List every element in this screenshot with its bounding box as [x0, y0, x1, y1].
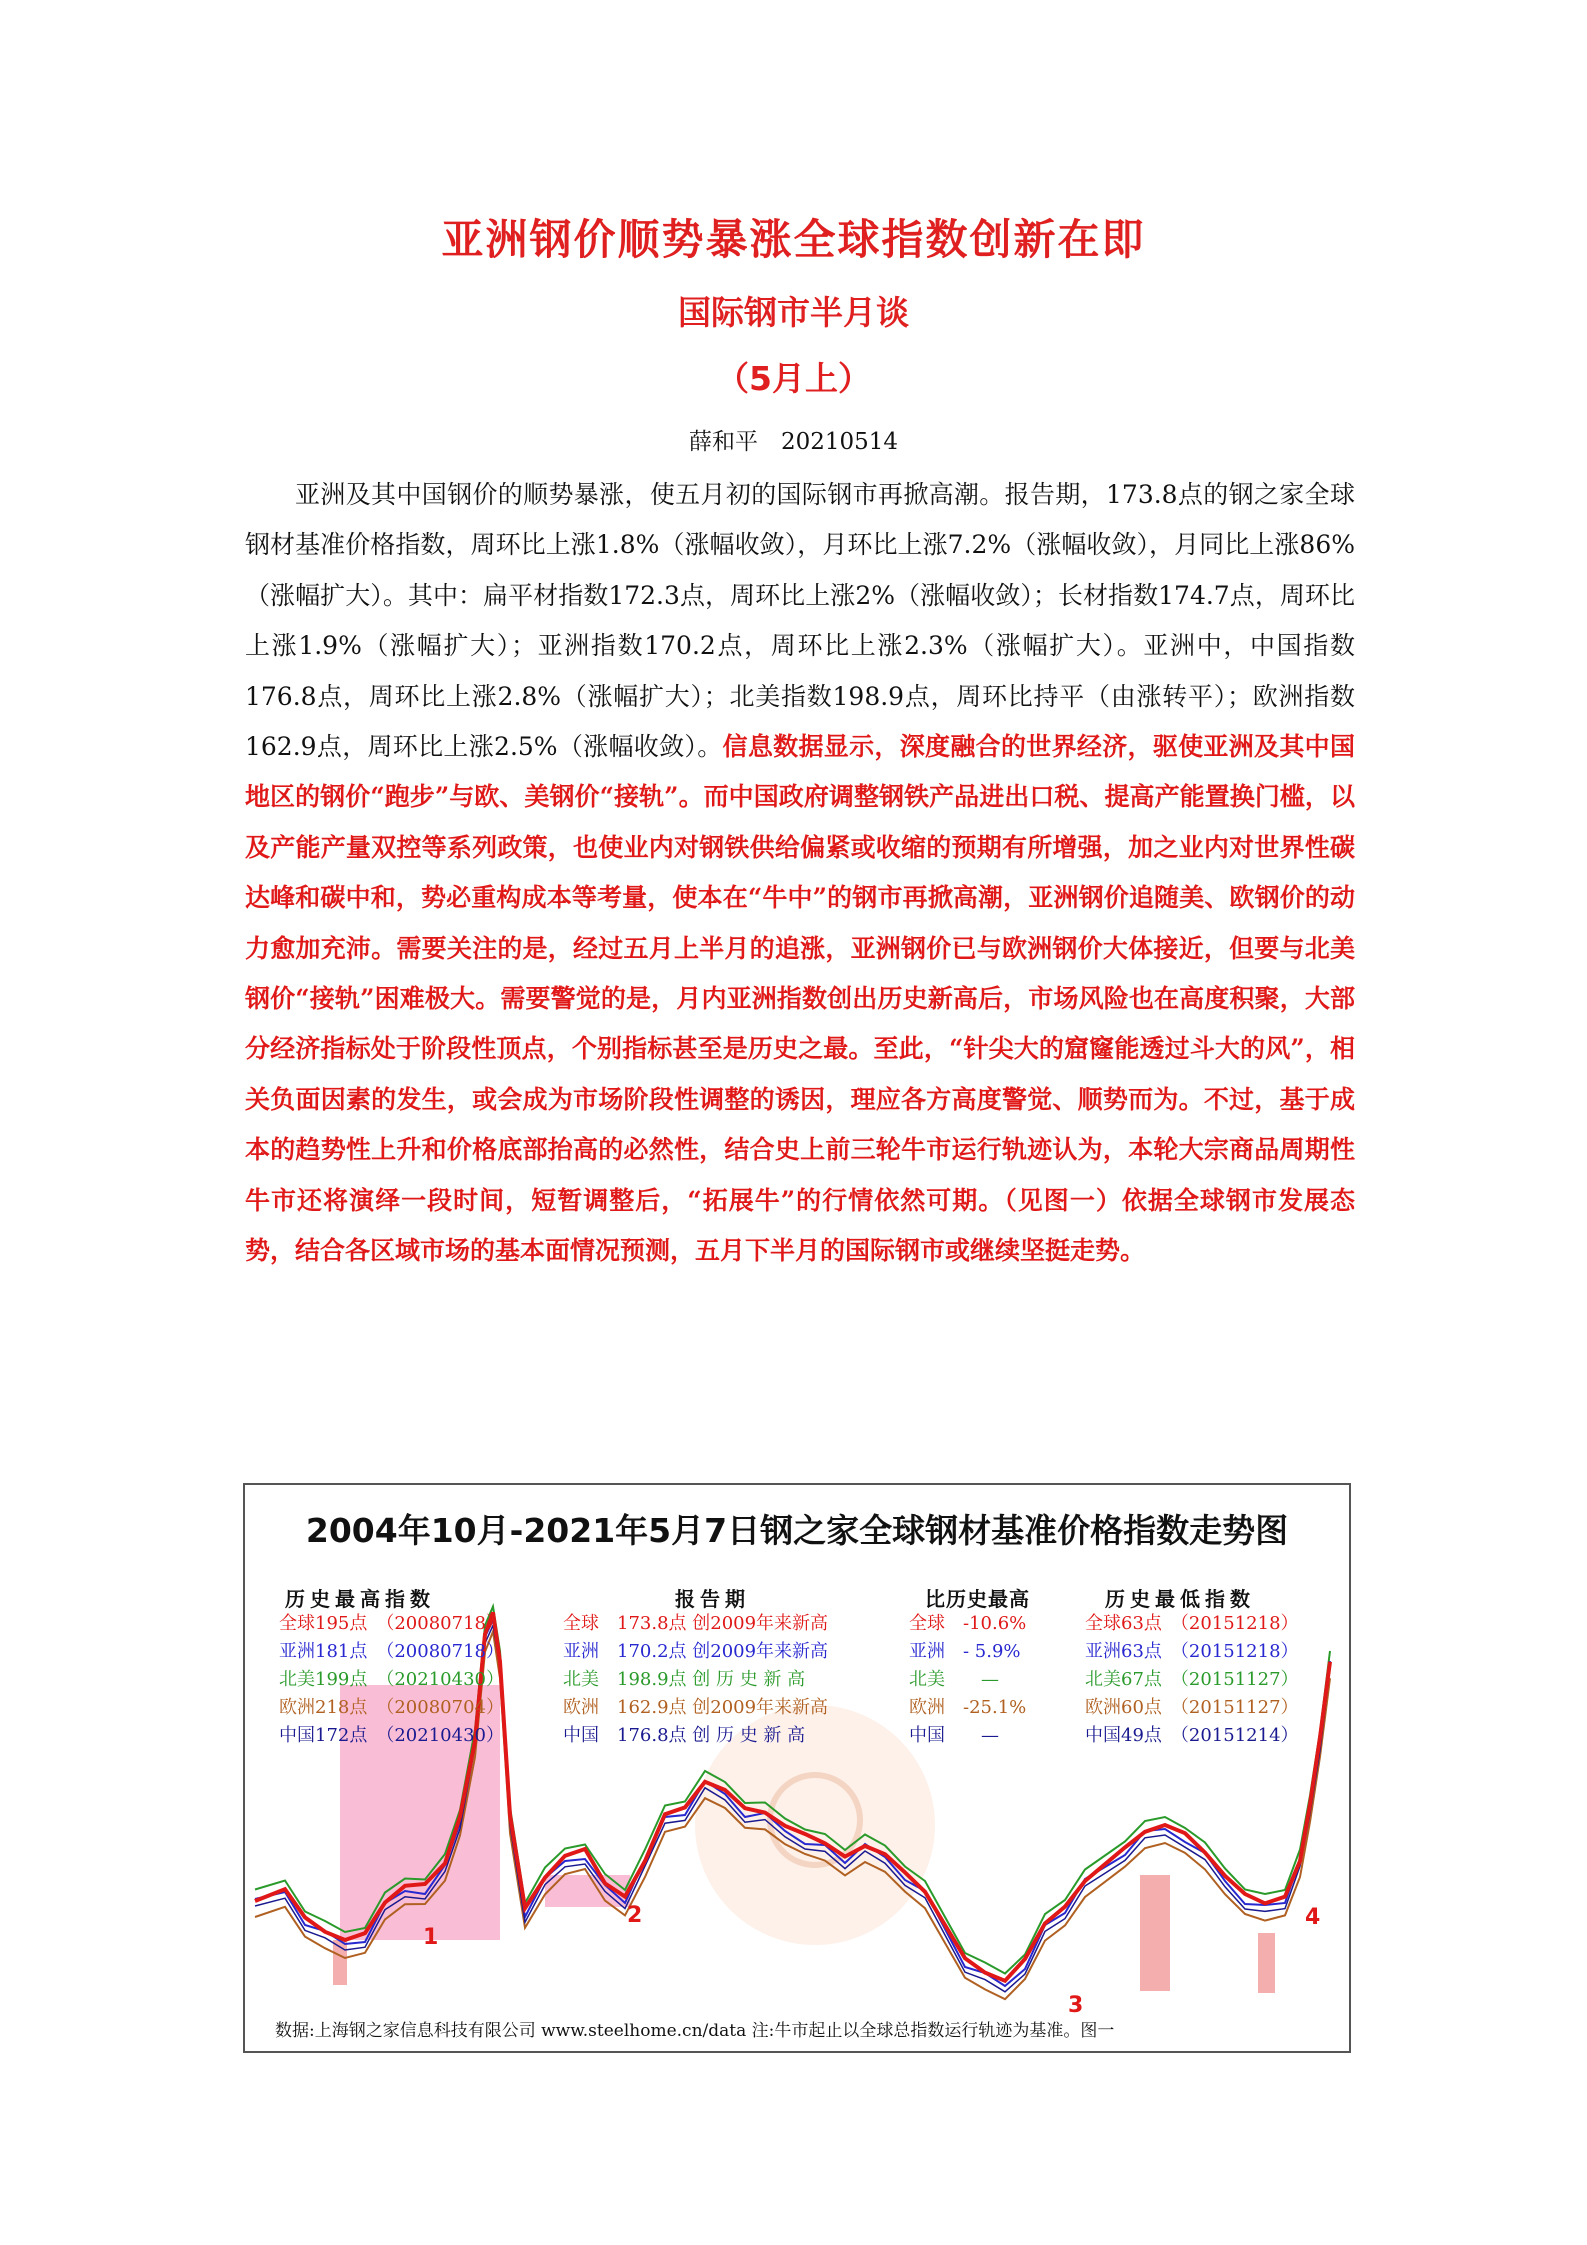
bull-zone-label: 3 — [1068, 1993, 1084, 2018]
report-row-eu: 欧洲 162.9点 创2009年来新高 — [563, 1697, 829, 1718]
low-row-global: 全球63点 （20151218） — [1085, 1613, 1299, 1634]
low-row-china: 中国49点 （20151214） — [1085, 1725, 1299, 1746]
article-period: （5月上） — [716, 359, 871, 398]
vs-row-eu: 欧洲 -25.1% — [909, 1697, 1027, 1718]
bottom-marker — [1140, 1875, 1170, 1991]
table-report-period — [563, 1611, 828, 1751]
vs-row-global: 全球 -10.6% — [909, 1613, 1027, 1634]
report-row-china: 中国 176.8点 创 历 史 新 高 — [563, 1725, 806, 1746]
high-row-china: 中国172点 （20210430） — [279, 1725, 504, 1746]
header-historic-low: 历史最低指数 — [1105, 1587, 1255, 1611]
table-historic-high — [279, 1611, 504, 1751]
bull-zone-label: 1 — [423, 1925, 439, 1950]
header-report-period: 报告期 — [675, 1587, 750, 1611]
low-row-eu: 欧洲60点 （20151127） — [1085, 1697, 1299, 1718]
bottom-marker — [1258, 1933, 1275, 1993]
bull-zone-label: 4 — [1305, 1905, 1321, 1930]
chart-canvas — [245, 1485, 1349, 2051]
vs-row-asia: 亚洲 - 5.9% — [909, 1641, 1021, 1662]
article-body — [245, 470, 1355, 1277]
paragraph-plain: 亚洲及其中国钢价的顺势暴涨，使五月初的国际钢市再掀高潮。报告期，173.8点的钢之家全球钢材基准价格指数，周环比上涨1.8%（涨幅收敛），月环比上涨7.2%（涨幅收敛），月同比上涨86%（涨幅扩大）。其中：扁平材指数172.3点，周环比上涨2%（涨幅收敛）；长材指数174.7点，周环比上涨1.9%（涨幅扩大）；亚洲指数170.2点，周环比上涨2.3%（涨幅扩大）。亚洲中，中国指数176.8点，周环比上涨2.8%（涨幅扩大）；北美指数198.9点，周环比持平（由涨转平）；欧洲指数162.9点，周环比上涨2.5%（涨幅收敛）。 — [245, 480, 1355, 762]
table-vs-high — [909, 1611, 1026, 1751]
low-row-asia: 亚洲63点 （20151218） — [1085, 1641, 1299, 1662]
author-date: 薛和平 20210514 — [688, 429, 899, 455]
table-historic-low — [1085, 1611, 1299, 1751]
low-row-na: 北美67点 （20151127） — [1085, 1669, 1299, 1690]
high-row-asia: 亚洲181点 （20080718） — [279, 1641, 504, 1662]
vs-row-na: 北美 — — [909, 1669, 999, 1690]
bull-zone-label: 2 — [627, 1903, 643, 1928]
report-row-na: 北美 198.9点 创 历 史 新 高 — [563, 1669, 806, 1690]
article-paragraph — [245, 470, 1355, 1277]
high-row-global: 全球195点 （20080718） — [279, 1613, 504, 1634]
article-title: 亚洲钢价顺势暴涨全球指数创新在即 — [441, 215, 1146, 264]
high-row-eu: 欧洲218点 （20080704） — [279, 1697, 504, 1718]
report-row-asia: 亚洲 170.2点 创2009年来新高 — [563, 1641, 829, 1662]
header-vs-high: 比历史最高 — [925, 1587, 1030, 1611]
figure-index-chart — [243, 1483, 1351, 2053]
figure-title: 2004年10月-2021年5月7日钢之家全球钢材基准价格指数走势图 — [305, 1511, 1289, 1550]
paragraph-highlight: 信息数据显示，深度融合的世界经济，驱使亚洲及其中国地区的钢价“跑步”与欧、美钢价“接轨”。而中国政府调整钢铁产品进出口税、提高产能置换门槛，以及产能产量双控等系列政策，也使业内对钢铁供给偏紧或收缩的预期有所增强，加之业内对世界性碳达峰和碳中和，势必重构成本等考量，使本在“牛中”的钢市再掀高潮，亚洲钢价追随美、欧钢价的动力愈加充沛。需要关注的是，经过五月上半月的追涨，亚洲钢价已与欧洲钢价大体接近，但要与北美钢价“接轨”困难极大。需要警觉的是，月内亚洲指数创出历史新高后，市场风险也在高度积聚，大部分经济指标处于阶段性顶点，个别指标甚至是历史之最。至此，“针尖大的窟窿能透过斗大的风”，相关负面因素的发生，或会成为市场阶段性调整的诱因，理应各方高度警觉、顺势而为。不过，基于成本的趋势性上升和价格底部抬高的必然性，结合史上前三轮牛市运行轨迹认为，本轮大宗商品周期性牛市还将演绎一段时间，短暂调整后，“拓展牛”的行情依然可期。（见图一）依据全球钢市发展态势，结合各区域市场的基本面情况预测，五月下半月的国际钢市或继续坚挺走势。 — [245, 732, 1355, 1266]
high-row-na: 北美199点 （20210430） — [279, 1669, 504, 1690]
report-row-global: 全球 173.8点 创2009年来新高 — [563, 1613, 829, 1634]
vs-row-china: 中国 — — [909, 1725, 999, 1746]
header-historic-high: 历史最高指数 — [285, 1587, 435, 1611]
article-subtitle: 国际钢市半月谈 — [678, 293, 909, 332]
figure-source-note: 数据:上海钢之家信息科技有限公司 www.steelhome.cn/data 注:牛市起止以全球总指数运行轨迹为基准。图一 — [275, 2021, 1115, 2041]
